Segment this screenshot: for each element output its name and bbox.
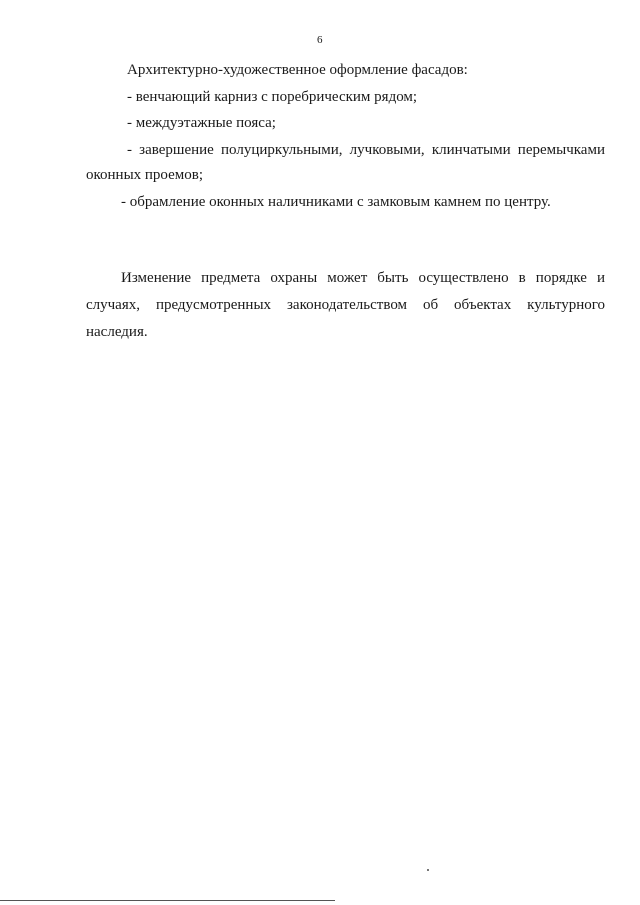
facade-item-cornice: - венчающий карниз с поребрическим рядом; (127, 89, 418, 105)
facade-item-lintels: - завершение полуциркульными, лучковыми, клинчатыми перемычками (127, 142, 605, 158)
page-number: 6 (317, 34, 323, 46)
scan-speck (427, 869, 429, 871)
facade-item-lintels-continued: оконных проемов; (86, 167, 204, 183)
facade-item-belts: - междуэтажные пояса; (127, 115, 276, 131)
scan-edge-line (0, 900, 335, 901)
change-paragraph-line-2: случаях, предусмотренных законодательством об объектах культурного (86, 297, 605, 313)
change-paragraph-line-1: Изменение предмета охраны может быть осуществлено в порядке и (121, 270, 605, 286)
facade-heading: Архитектурно-художественное оформление фасадов: (127, 62, 468, 78)
change-paragraph-line-3: наследия. (86, 324, 148, 340)
facade-item-surrounds: - обрамление оконных наличниками с замковым камнем по центру. (121, 194, 551, 210)
